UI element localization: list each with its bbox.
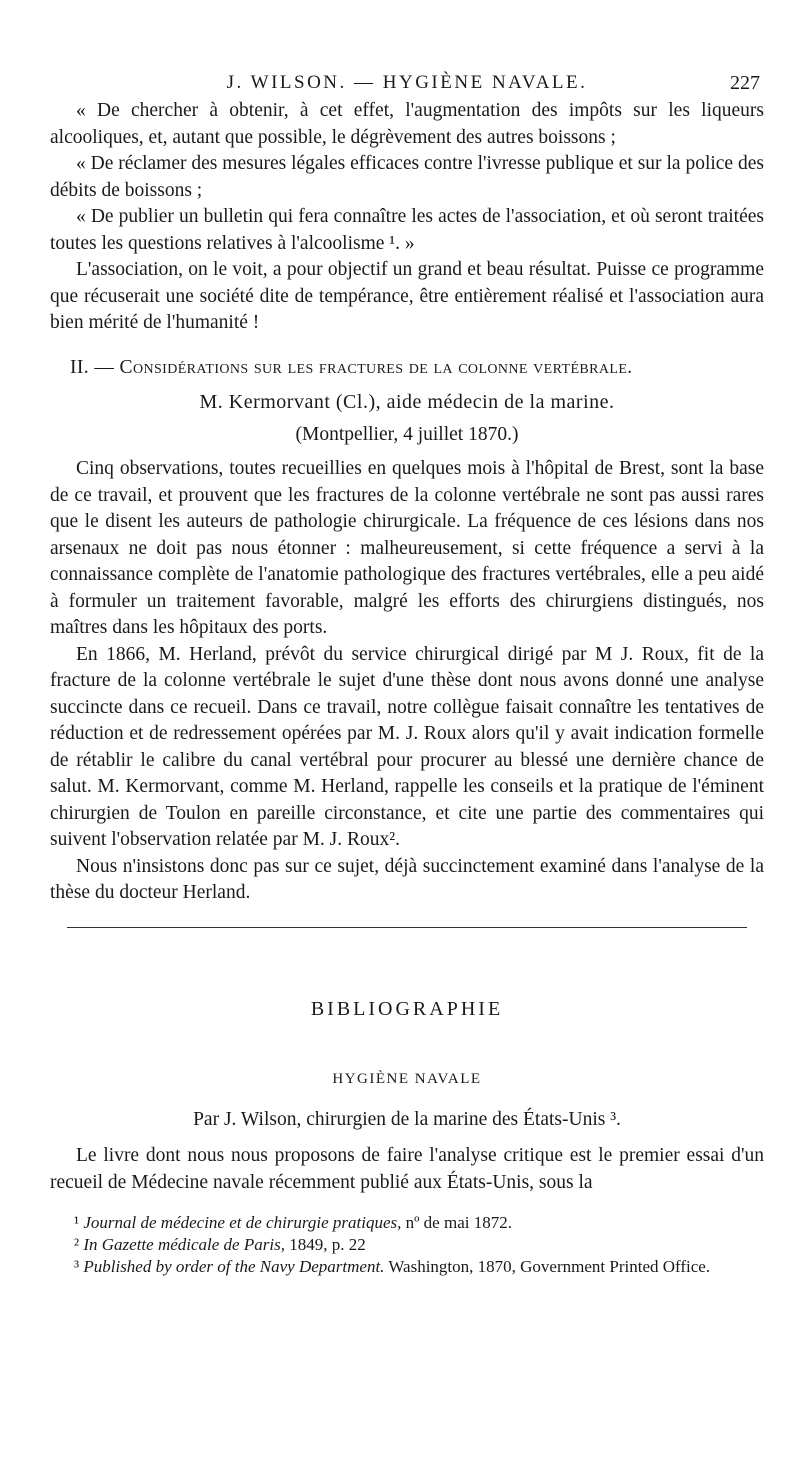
- page-number: 227: [730, 72, 760, 94]
- paragraph-quote-2: « De réclamer des mesures légales efficaces contre l'ivresse publique et sur la police des débits de boissons ;: [50, 153, 764, 201]
- footnote-source: Published by order of the Navy Department.: [83, 1257, 385, 1276]
- footnote-2: [50, 1234, 764, 1256]
- footnote-detail: nº de mai 1872.: [401, 1213, 512, 1232]
- footnote-mark: ³: [74, 1257, 80, 1276]
- section-number: II. —: [70, 356, 115, 378]
- footnotes: [50, 1212, 764, 1278]
- bibliography-subtitle: HYGIÈNE NAVALE: [332, 1071, 482, 1087]
- footnote-source: In Gazette médicale de Paris,: [83, 1235, 285, 1254]
- section-paragraph-3: Nous n'insistons donc pas sur ce sujet, déjà succinctement examiné dans l'analyse de la thèse du docteur Herland.: [50, 855, 764, 903]
- footnote-detail: 1849, p. 22: [284, 1235, 366, 1254]
- section-author: M. Kermorvant (Cl.), aide médecin de la marine.: [199, 391, 615, 413]
- section-heading: [50, 355, 764, 382]
- bibliography-by-line: Par J. Wilson, chirurgien de la marine des États-Unis ³.: [193, 1108, 621, 1130]
- bibliography-title: BIBLIOGRAPHIE: [310, 997, 504, 1020]
- footnote-mark: ²: [74, 1235, 80, 1254]
- section-paragraph-2: En 1866, M. Herland, prévôt du service chirurgical dirigé par M J. Roux, fit de la fracture de la colonne vertébrale le sujet d'une thèse dont nous avons donné une analyse succincte dans ce recueil. Dans ce travail, notre collègue faisait connaître les tentatives de réduction et de redressement opérées par M. J. Roux alors qu'il y avait indication formelle de rétablir le calibre du canal vertébral pour procurer au blessé une dernière chance de salut. M. Kermorvant, comme M. Herland, rappelle les conseils et la pratique de l'éminent chirurgien de Toulon en pareille circonstance, et cite une partie des commentaires qui suivent l'observation relatée par M. J. Roux².: [50, 643, 764, 850]
- paragraph-conclusion: L'association, on le voit, a pour objectif un grand et beau résultat. Puisse ce programme que récuserait une société dite de tempérance, être entièrement réalisé et l'association aura bien mérité de l'humanité !: [50, 259, 764, 333]
- paragraph-quote-3: « De publier un bulletin qui fera connaître les actes de l'association, et où seront traitées toutes les questions relatives à l'alcoolisme ¹. »: [50, 206, 764, 254]
- footnote-source: Journal de médecine et de chirurgie pratiques,: [83, 1213, 402, 1232]
- running-head-title: J. WILSON. — HYGIÈNE NAVALE.: [226, 72, 588, 93]
- section-title: Considérations sur les fractures de la colonne vertébrale.: [119, 356, 633, 378]
- bibliography-paragraph: Le livre dont nous nous proposons de faire l'analyse critique est le premier essai d'un recueil de Médecine navale récemment publié aux États-Unis, sous la: [50, 1145, 764, 1193]
- section-place-date: (Montpellier, 4 juillet 1870.): [295, 423, 519, 445]
- footnote-3: [50, 1256, 764, 1278]
- running-head: [50, 66, 764, 98]
- section-paragraph-1: Cinq observations, toutes recueillies en quelques mois à l'hôpital de Brest, sont la base de ce travail, et prouvent que les fractures de la colonne vertébrale ne sont pas aussi rares que le disent les auteurs de pathologie chirurgicale. La fréquence de ces lésions dans nos arsenaux ne doit pas nous étonner : malheureusement, si cette fréquence a servi à la connaissance complète de l'anatomie pathologique des fractures vertébrales, elle a peu aidé à formuler un traitement favorable, malgré les efforts des chirurgiens distingués, nos maîtres dans les hôpitaux des ports.: [50, 458, 764, 638]
- footnote-detail: Washington, 1870, Government Printed Office.: [384, 1257, 711, 1276]
- paragraph-quote-1: « De chercher à obtenir, à cet effet, l'augmentation des impôts sur les liqueurs alcooliques, et, autant que possible, le dégrèvement des autres boissons ;: [50, 100, 764, 148]
- footnote-1: [50, 1212, 764, 1234]
- footnote-mark: ¹: [74, 1213, 80, 1232]
- section-divider: [67, 927, 747, 928]
